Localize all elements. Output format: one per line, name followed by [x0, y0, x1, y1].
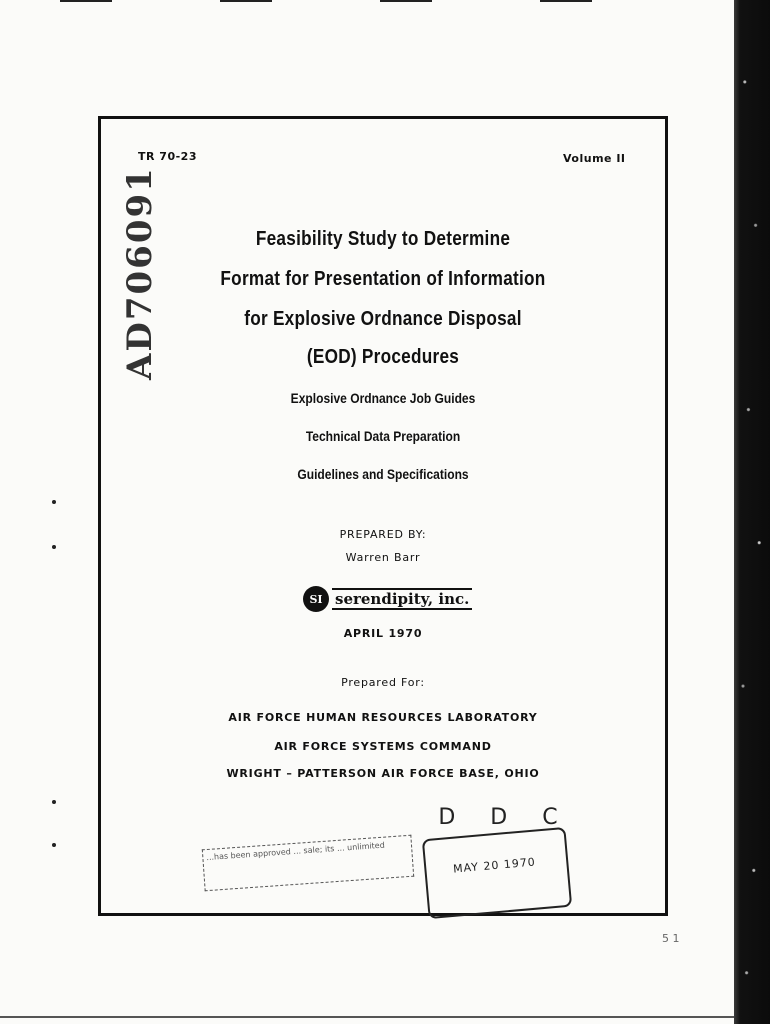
subtitle-line: Technical Data Preparation — [305, 428, 461, 444]
scan-artifact — [220, 0, 272, 2]
scan-speck — [52, 800, 56, 804]
organization-line: AIR FORCE SYSTEMS COMMAND — [274, 740, 492, 753]
scan-artifact — [60, 0, 112, 2]
scan-artifact — [380, 0, 432, 2]
ddc-stamp-box — [422, 827, 572, 919]
company-logo — [303, 585, 472, 613]
subtitle-line: Guidelines and Specifications — [297, 466, 469, 482]
cover-frame-shadow — [98, 913, 668, 916]
scan-artifact — [0, 1016, 734, 1018]
title-line: for Explosive Ordnance Disposal — [244, 308, 522, 330]
ddc-letters: D D C — [438, 805, 572, 830]
prepared-for-label: Prepared For: — [341, 676, 425, 689]
organization-line: WRIGHT – PATTERSON AIR FORCE BASE, OHIO — [226, 767, 540, 780]
prepared-by-label: PREPARED BY: — [339, 528, 427, 541]
accession-number: AD706091 — [120, 166, 160, 380]
scan-speck — [52, 545, 56, 549]
scan-artifact — [540, 0, 592, 2]
volume-label: Volume II — [563, 152, 626, 165]
organization-line: AIR FORCE HUMAN RESOURCES LABORATORY — [228, 711, 538, 724]
subtitle-line: Explosive Ordnance Job Guides — [290, 390, 476, 406]
report-number: TR 70-23 — [138, 150, 197, 163]
ddc-received-stamp — [425, 805, 575, 915]
company-logo-icon: SI — [303, 586, 329, 612]
page-mark: 5 1 — [662, 932, 680, 945]
scan-edge — [734, 0, 770, 1024]
release-stamp: ...has been approved ... sale; its ... unlimited — [202, 835, 414, 892]
scan-speck — [52, 843, 56, 847]
publication-date: APRIL 1970 — [343, 627, 423, 640]
title-line: Feasibility Study to Determine — [255, 228, 511, 250]
title-line: Format for Presentation of Information — [220, 268, 546, 290]
author-name: Warren Barr — [345, 551, 421, 564]
scan-speck — [52, 500, 56, 504]
title-line: (EOD) Procedures — [306, 346, 460, 368]
ddc-stamp-date: MAY 20 1970 — [452, 855, 537, 876]
company-name: serendipity, inc. — [332, 588, 472, 610]
